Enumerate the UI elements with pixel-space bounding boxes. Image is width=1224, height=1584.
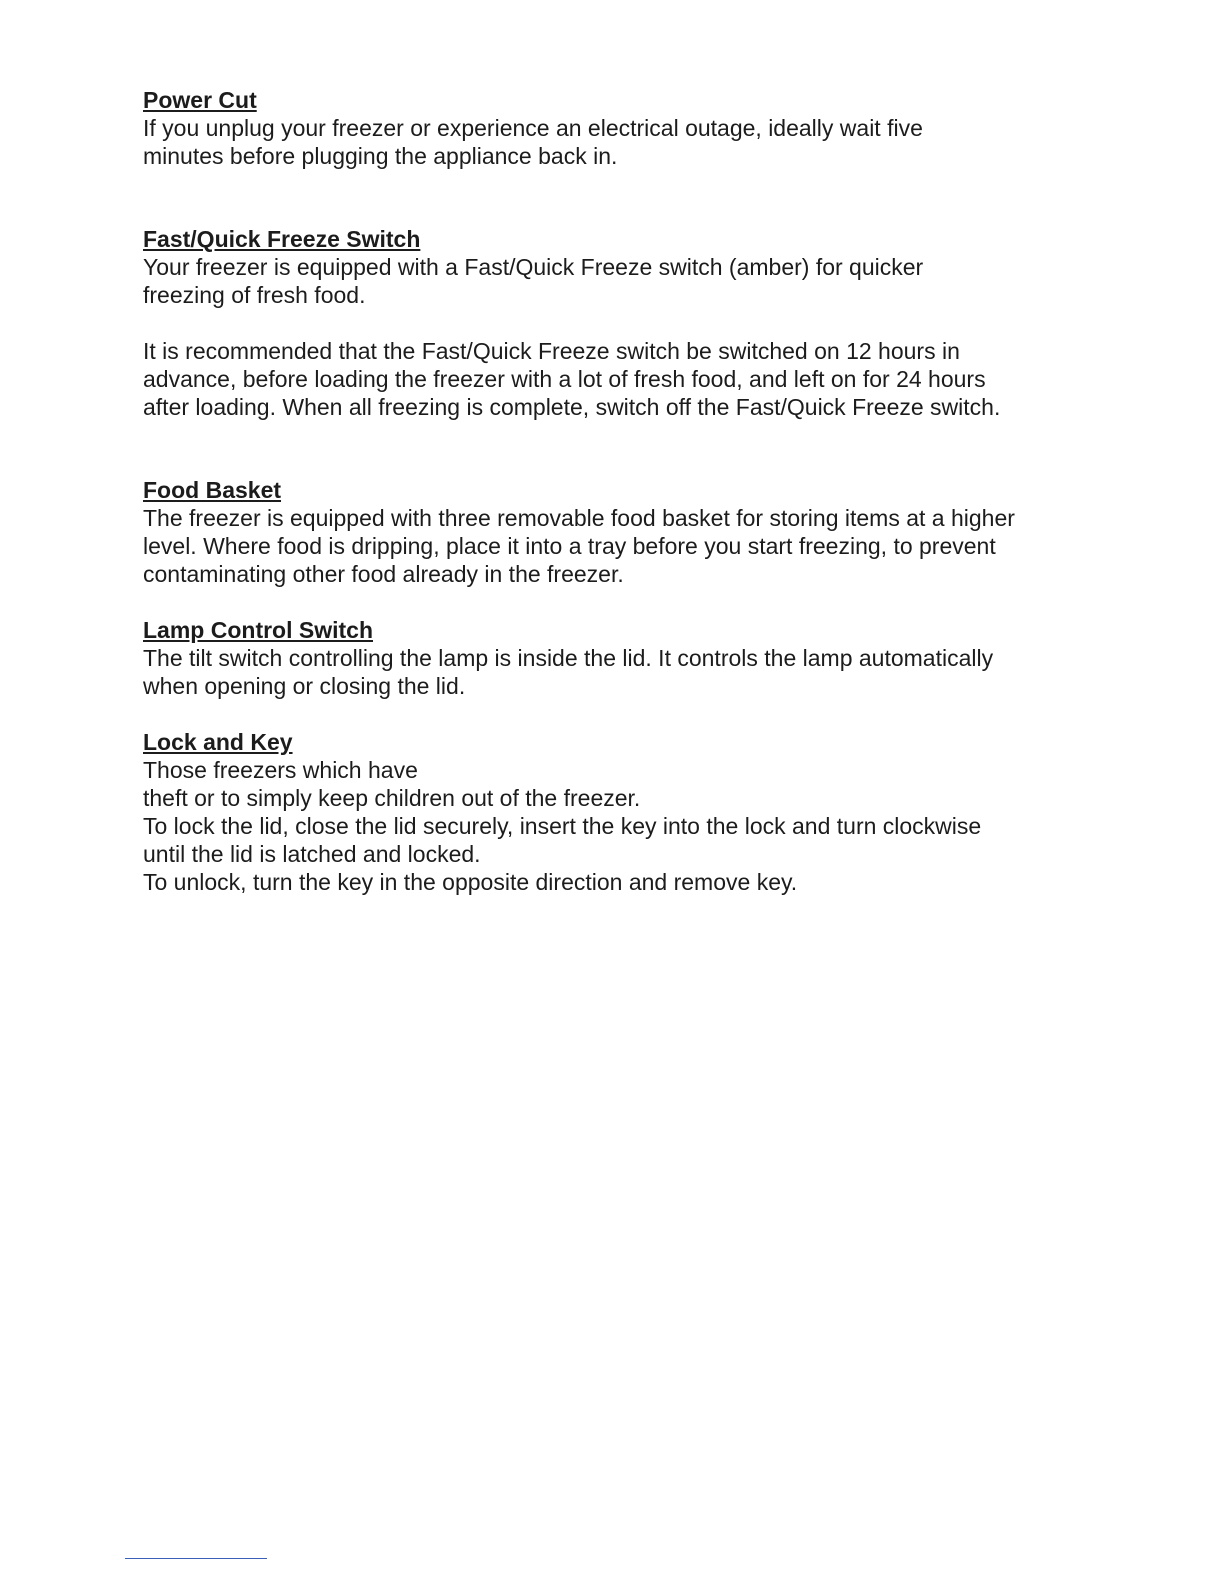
body-line: when opening or closing the lid. [143, 673, 466, 699]
body-line: If you unplug your freezer or experience an electrical outage, ideally wait five [143, 115, 923, 141]
body-line: advance, before loading the freezer with a lot of fresh food, and left on for 24 hours [143, 366, 986, 392]
section-heading: Food Basket [143, 477, 282, 503]
section-lamp-control-switch [143, 616, 1103, 700]
body-line: level. Where food is dripping, place it into a tray before you start freezing, to prevent [143, 533, 996, 559]
section-heading: Lock and Key [143, 729, 293, 755]
body-line: It is recommended that the Fast/Quick Freeze switch be switched on 12 hours in [143, 338, 960, 364]
body-line: To lock the lid, close the lid securely, insert the key into the lock and turn clockwise [143, 813, 982, 839]
body-line: after loading. When all freezing is complete, switch off the Fast/Quick Freeze switch. [143, 394, 1001, 420]
section-food-basket [143, 476, 1103, 588]
section-heading: Fast/Quick Freeze Switch [143, 226, 421, 252]
body-line: To unlock, turn the key in the opposite direction and remove key. [143, 869, 798, 895]
body-line: minutes before plugging the appliance back in. [143, 143, 618, 169]
body-line: The freezer is equipped with three removable food basket for storing items at a higher [143, 505, 1015, 531]
footnote-divider [125, 1558, 267, 1559]
body-line: freezing of fresh food. [143, 282, 366, 308]
spacer [143, 309, 1103, 337]
body-line: until the lid is latched and locked. [143, 841, 481, 867]
spacer [143, 700, 1103, 728]
spacer [143, 588, 1103, 616]
spacer [143, 170, 1103, 225]
section-heading: Power Cut [143, 87, 257, 113]
body-line: contaminating other food already in the freezer. [143, 561, 624, 587]
body-line: Those freezers which have [143, 757, 418, 783]
body-line: theft or to simply keep children out of the freezer. [143, 785, 641, 811]
section-fast-quick-freeze-switch [143, 225, 1103, 421]
spacer [143, 421, 1103, 476]
body-line: The tilt switch controlling the lamp is inside the lid. It controls the lamp automatically [143, 645, 994, 671]
document-page [143, 86, 1103, 896]
body-line: Your freezer is equipped with a Fast/Quick Freeze switch (amber) for quicker [143, 254, 924, 280]
section-heading: Lamp Control Switch [143, 617, 373, 643]
section-power-cut [143, 86, 1103, 170]
section-lock-and-key [143, 728, 1103, 896]
